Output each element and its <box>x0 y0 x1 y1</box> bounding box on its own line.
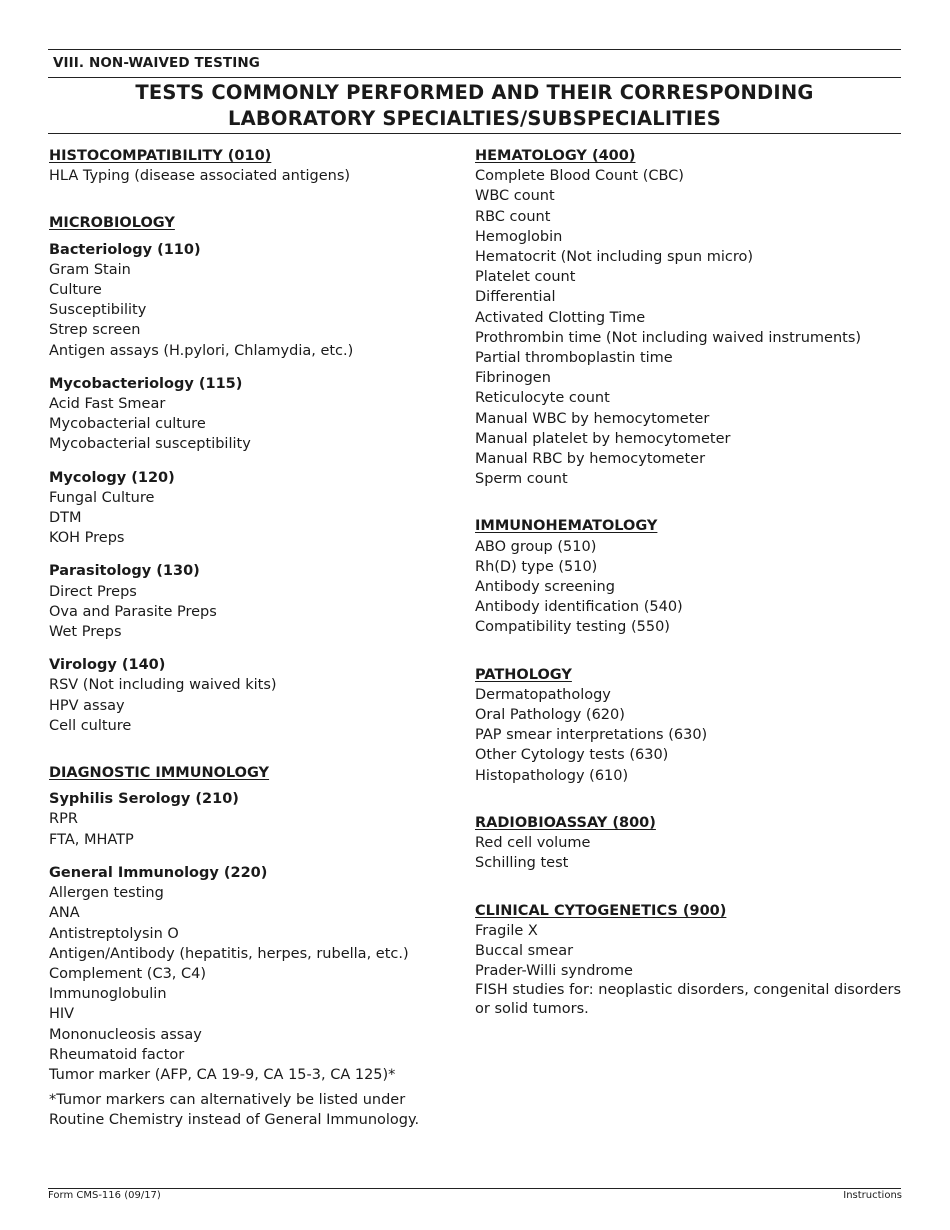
pathology-section <box>475 665 905 786</box>
list-item: Oral Pathology (620) <box>475 707 625 724</box>
list-item: Culture <box>49 282 102 299</box>
hematology-section <box>475 146 905 489</box>
list-item: Histopathology (610) <box>475 767 629 784</box>
list-item: DTM <box>49 510 82 527</box>
virology-heading: Virology (140) <box>49 657 166 674</box>
list-item: Mycobacterial culture <box>49 416 206 433</box>
list-item: Rh(D) type (510) <box>475 558 598 575</box>
list-item: RBC count <box>475 208 551 225</box>
syphilis-serology-heading: Syphilis Serology (210) <box>49 791 239 808</box>
list-item: Ova and Parasite Preps <box>49 603 217 620</box>
list-item: RPR <box>49 811 78 828</box>
list-item: HPV assay <box>49 697 125 714</box>
list-item: Direct Preps <box>49 583 137 600</box>
list-item: Wet Preps <box>49 624 122 641</box>
list-item: Antigen assays (H.pylori, Chlamydia, etc.) <box>49 342 354 359</box>
list-item: Manual WBC by hemocytometer <box>475 410 710 427</box>
list-item: FISH studies for: neoplastic disorders, congenital disorders or solid tumors. <box>475 982 902 1018</box>
list-item: Mononucleosis assay <box>49 1026 202 1043</box>
title-line-1: TESTS COMMONLY PERFORMED AND THEIR CORRESPONDING <box>135 81 814 104</box>
list-item: Tumor marker (AFP, CA 19-9, CA 15-3, CA 125)* <box>49 1066 396 1083</box>
list-item: Acid Fast Smear <box>49 396 166 413</box>
list-item: Complement (C3, C4) <box>49 965 207 982</box>
list-item: PAP smear interpretations (630) <box>475 727 708 744</box>
list-item: Partial thromboplastin time <box>475 350 673 367</box>
diagnostic-immunology-section <box>49 763 449 1130</box>
left-column <box>49 146 449 1131</box>
immunohematology-section <box>475 516 905 637</box>
list-item: Fibrinogen <box>475 370 551 387</box>
list-item: Dermatopathology <box>475 686 611 703</box>
list-item: Antibody screening <box>475 579 615 596</box>
parasitology-heading: Parasitology (130) <box>49 563 200 580</box>
list-item: Manual platelet by hemocytometer <box>475 430 731 447</box>
diagnostic-immunology-heading: DIAGNOSTIC IMMUNOLOGY <box>49 765 270 782</box>
list-item: Compatibility testing (550) <box>475 619 670 636</box>
note-line-1: *Tumor markers can alternatively be listed under <box>49 1092 406 1109</box>
section-label: VIII. NON-WAIVED TESTING <box>53 55 260 71</box>
list-item: Antigen/Antibody (hepatitis, herpes, rubella, etc.) <box>49 945 409 962</box>
list-item: Antibody identification (540) <box>475 599 683 616</box>
list-item: Buccal smear <box>475 942 574 959</box>
list-item: Sperm count <box>475 471 568 488</box>
radiobioassay-heading: RADIOBIOASSAY (800) <box>475 814 656 831</box>
page-title <box>48 80 901 132</box>
histocompatibility-section <box>49 146 449 186</box>
list-item: Susceptibility <box>49 302 147 319</box>
list-item: Hematocrit (Not including spun micro) <box>475 249 754 266</box>
list-item: FTA, MHATP <box>49 831 134 848</box>
list-item: Gram Stain <box>49 261 131 278</box>
form-number: Form CMS-116 (09/17) <box>48 1190 161 1201</box>
list-item: ABO group (510) <box>475 538 597 555</box>
footer-label: Instructions <box>843 1190 902 1201</box>
list-item: HLA Typing (disease associated antigens) <box>49 168 351 185</box>
microbiology-section <box>49 213 449 736</box>
list-item: Prader-Willi syndrome <box>475 963 633 980</box>
list-item: Strep screen <box>49 322 141 339</box>
list-item: Hemoglobin <box>475 228 563 245</box>
clinical-cytogenetics-heading: CLINICAL CYTOGENETICS (900) <box>475 902 727 919</box>
list-item: HIV <box>49 1006 75 1023</box>
immunohematology-heading: IMMUNOHEMATOLOGY <box>475 518 658 535</box>
list-item: Complete Blood Count (CBC) <box>475 168 684 185</box>
list-item: Allergen testing <box>49 885 164 902</box>
list-item: Activated Clotting Time <box>475 309 646 326</box>
microbiology-heading: MICROBIOLOGY <box>49 215 175 232</box>
list-item: Schilling test <box>475 855 569 872</box>
list-item: Cell culture <box>49 717 132 734</box>
clinical-cytogenetics-section <box>475 901 905 1020</box>
list-item: KOH Preps <box>49 530 125 547</box>
general-immunology-heading: General Immunology (220) <box>49 864 268 881</box>
note-line-2: Routine Chemistry instead of General Immunology. <box>49 1112 420 1129</box>
list-item: Other Cytology tests (630) <box>475 747 669 764</box>
list-item: Immunoglobulin <box>49 986 167 1003</box>
list-item: Platelet count <box>475 269 576 286</box>
top-rule <box>48 49 901 50</box>
list-item: Reticulocyte count <box>475 390 610 407</box>
pathology-heading: PATHOLOGY <box>475 666 572 683</box>
bacteriology-heading: Bacteriology (110) <box>49 241 201 258</box>
right-column <box>475 146 905 1019</box>
list-item: WBC count <box>475 188 555 205</box>
list-item: Antistreptolysin O <box>49 925 179 942</box>
list-item: Manual RBC by hemocytometer <box>475 451 706 468</box>
histocompatibility-heading: HISTOCOMPATIBILITY (010) <box>49 148 272 164</box>
title-line-2: LABORATORY SPECIALTIES/SUBSPECIALITIES <box>227 107 722 130</box>
list-item: Fungal Culture <box>49 489 155 506</box>
list-item: ANA <box>49 905 80 922</box>
list-item: Mycobacterial susceptibility <box>49 436 251 453</box>
tumor-marker-note <box>49 1090 449 1130</box>
list-item: Fragile X <box>475 922 538 939</box>
list-item: Differential <box>475 289 556 306</box>
list-item: Prothrombin time (Not including waived instruments) <box>475 329 862 346</box>
header-rule <box>48 77 901 78</box>
mycobacteriology-heading: Mycobacteriology (115) <box>49 375 243 392</box>
title-rule <box>48 133 901 134</box>
mycology-heading: Mycology (120) <box>49 469 175 486</box>
list-item: Red cell volume <box>475 835 591 852</box>
list-item: RSV (Not including waived kits) <box>49 677 277 694</box>
radiobioassay-section <box>475 813 905 874</box>
footer-rule <box>48 1188 901 1189</box>
hematology-heading: HEMATOLOGY (400) <box>475 148 636 164</box>
list-item: Rheumatoid factor <box>49 1046 185 1063</box>
